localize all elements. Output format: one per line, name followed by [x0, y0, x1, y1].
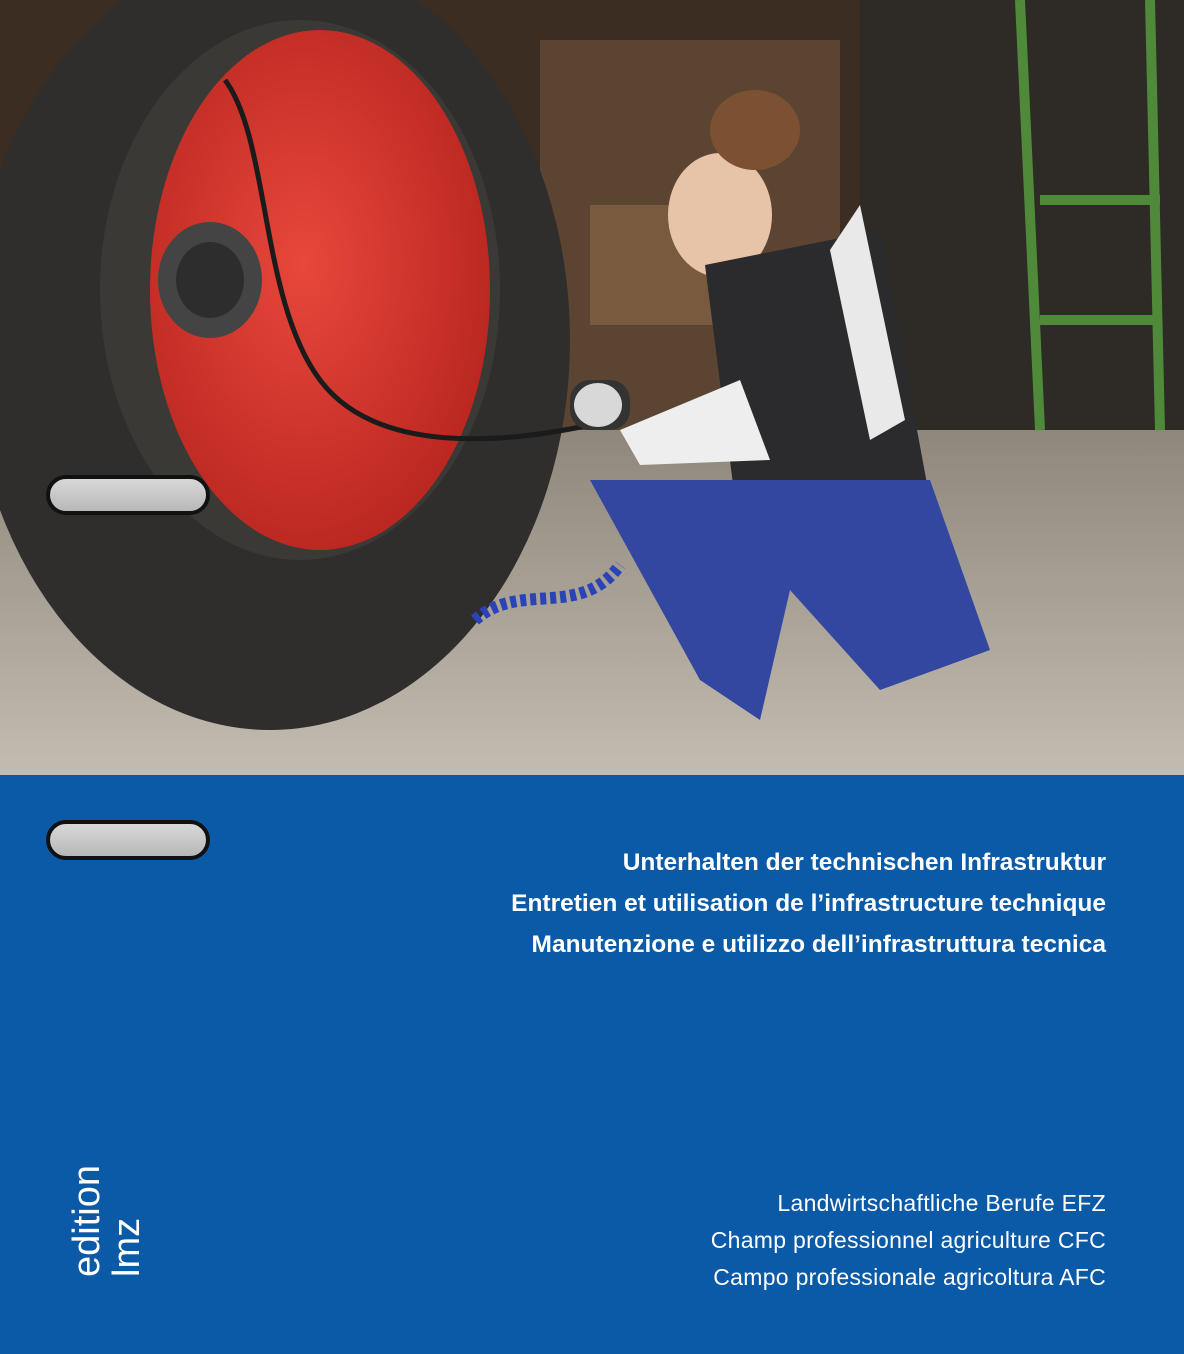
publisher-logo: [60, 1135, 150, 1280]
binder-slot-top: [46, 475, 210, 515]
subtitle-german: Landwirtschaftliche Berufe EFZ: [777, 1190, 1106, 1216]
title-french: Entretien et utilisation de l’infrastructure technique: [511, 890, 1106, 917]
binder-slot-bottom: [46, 820, 210, 860]
subtitle-italian: Campo professionale agricoltura AFC: [713, 1264, 1106, 1290]
title-german: Unterhalten der technischen Infrastruktur: [622, 849, 1106, 876]
publisher-word-lmz: lmz: [106, 1217, 148, 1277]
publisher-word-edition: edition: [66, 1165, 108, 1277]
subtitle-french: Champ professionnel agriculture CFC: [710, 1227, 1106, 1253]
title-block: [511, 842, 1106, 965]
subtitle-block: [711, 1185, 1106, 1296]
title-italian: Manutenzione e utilizzo dell’infrastruttura tecnica: [531, 931, 1106, 958]
